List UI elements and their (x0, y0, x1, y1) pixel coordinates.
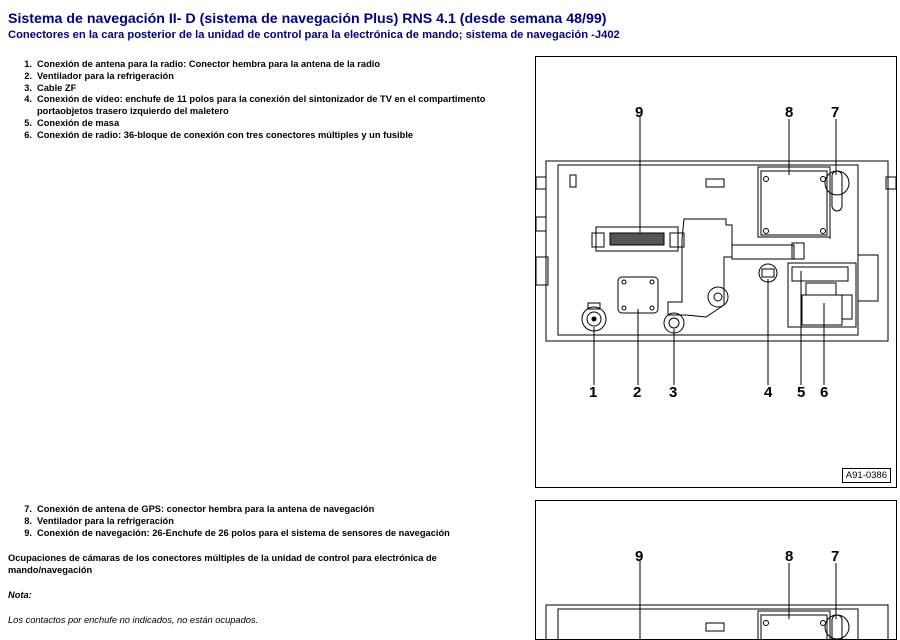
label-5: 5 (797, 384, 806, 401)
label-7: 7 (831, 104, 840, 121)
legend-list-2 (8, 504, 528, 539)
list-item (8, 528, 528, 540)
list-item (8, 94, 528, 118)
legend-list-1 (8, 59, 528, 142)
fan-small (618, 277, 658, 313)
label-8: 8 (785, 548, 794, 565)
housing-rear-panel (558, 165, 858, 335)
connector-diagram-figure-2 (535, 500, 897, 640)
item-text: Ventilador para la refrigeración (37, 515, 174, 526)
fan-panel (761, 171, 827, 235)
connector-diagram (536, 57, 896, 487)
item-number: 7. (24, 504, 32, 514)
gps-antenna-socket (825, 171, 849, 195)
list-item (8, 71, 528, 83)
item-number: 4. (24, 94, 32, 105)
item-text: Conexión de antena para la radio: Conector hembra para la antena de la radio (37, 59, 381, 69)
item-text: Conexión de navegación: 26-Enchufe de 26 polos para el sistema de sensores de navegación (37, 527, 450, 538)
item-number: 1. (24, 59, 32, 69)
note-heading: Nota: (8, 590, 32, 600)
item-number: 5. (24, 117, 32, 128)
list-item (8, 130, 528, 142)
list-item (8, 504, 528, 516)
label-3: 3 (669, 384, 678, 401)
page-subtitle: Conectores en la cara posterior de la unidad de control para la electrónica de mando; sistema de navegación -J402 (8, 29, 620, 41)
label-9: 9 (635, 104, 644, 121)
list-item (8, 83, 528, 95)
note-text: Los contactos por enchufe no indicados, no están ocupados. (8, 615, 259, 625)
list-item (8, 118, 528, 130)
item-number: 3. (24, 82, 32, 93)
fan-housing (758, 167, 830, 237)
item-text: Conexión de radio: 36-bloque de conexión con tres conectores múltiples y un fusible (37, 129, 414, 140)
ground-connection (708, 287, 728, 307)
item-text: Conexión de masa (37, 117, 120, 128)
label-7: 7 (831, 548, 840, 565)
item-number: 2. (24, 70, 32, 81)
label-1: 1 (589, 384, 598, 401)
item-text: Cable ZF (37, 82, 77, 93)
connector-diagram-figure (535, 56, 897, 488)
figure-id: A91-0386 (842, 468, 891, 483)
list-item (8, 59, 528, 71)
label-6: 6 (820, 384, 829, 401)
label-8: 8 (785, 104, 794, 121)
label-9: 9 (635, 548, 644, 565)
item-text: Conexión de vídeo: enchufe de 11 polos para la conexión del sintonizador de TV en el compartimento portaobjetos trasero izquierdo del maletero (37, 94, 486, 117)
occupancy-text: Ocupaciones de cámaras de los conectores múltiples de la unidad de control para electrónica de mando/navegación (8, 553, 437, 575)
page-title: Sistema de navegación II- D (sistema de navegación Plus) RNS 4.1 (desde semana 48/99) (8, 11, 607, 27)
item-number: 6. (24, 129, 32, 140)
item-text: Ventilador para la refrigeración (37, 70, 174, 81)
label-4: 4 (764, 384, 773, 401)
list-item (8, 516, 528, 528)
item-number: 8. (24, 515, 32, 526)
connector-diagram-2 (536, 501, 896, 639)
item-number: 9. (24, 527, 32, 538)
item-text: Conexión de antena de GPS: conector hembra para la antena de navegación (37, 504, 375, 514)
label-2: 2 (633, 384, 642, 401)
